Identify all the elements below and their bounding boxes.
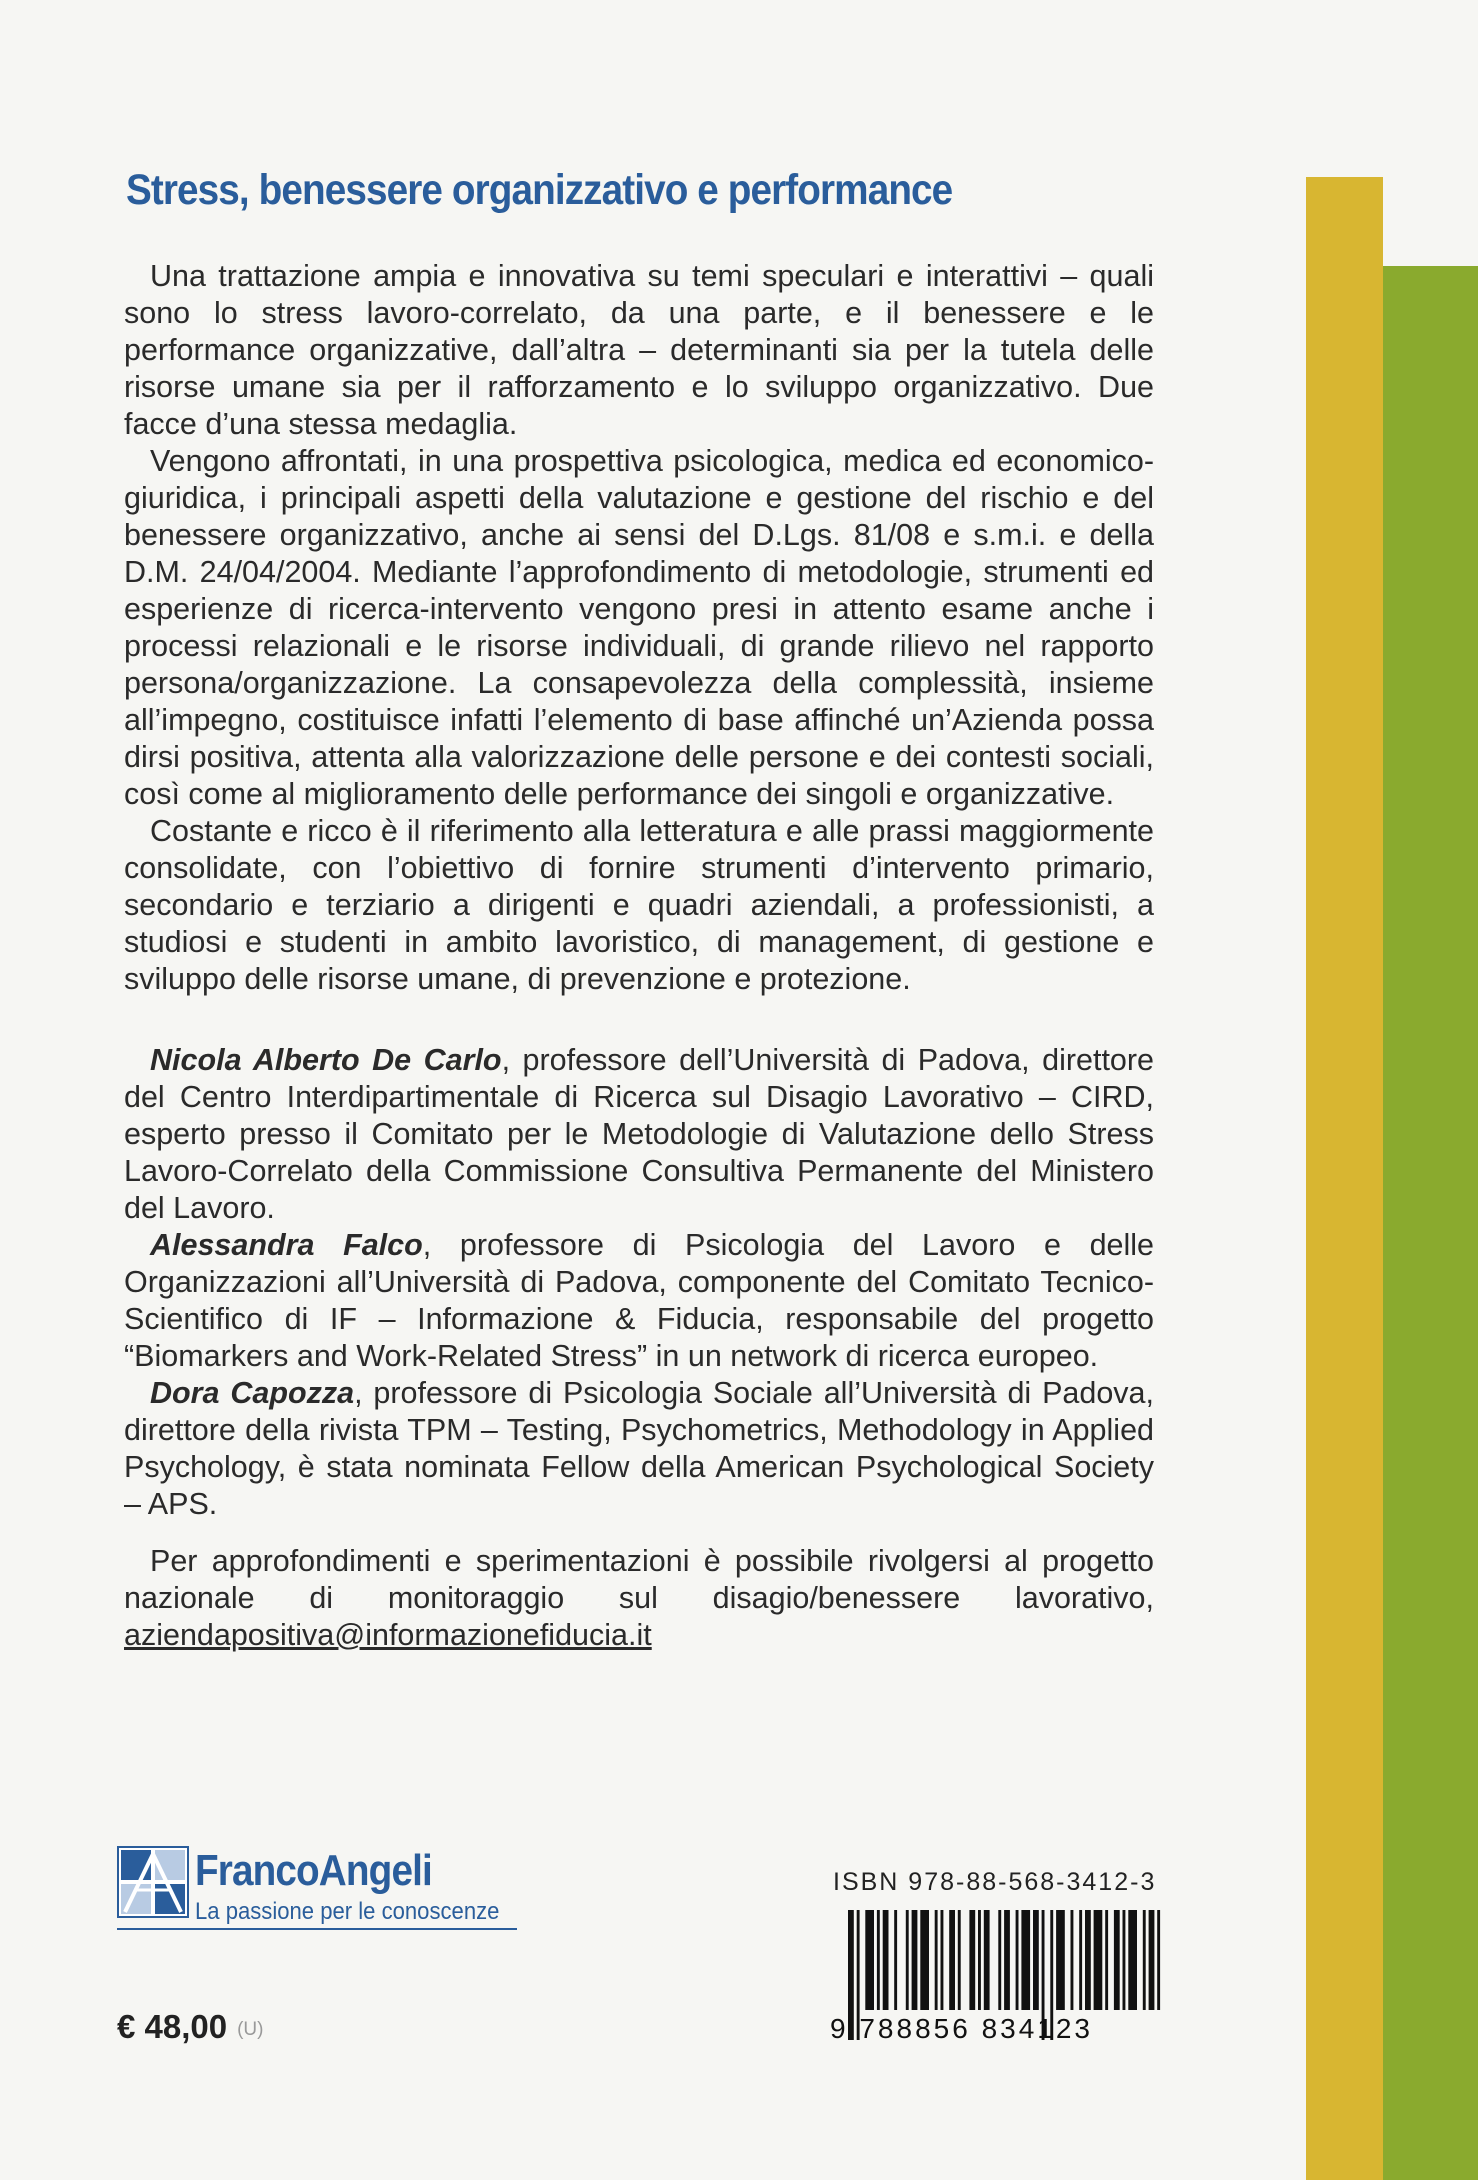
barcode-bar <box>920 1910 929 2010</box>
barcode-bar <box>998 1910 1001 2010</box>
description-paragraph-1: Una trattazione ampia e innovativa su temi speculari e interattivi – quali sono lo stress lavoro-correlato, da una parte, e il benessere e le performance organizzative, dall’altra – determinanti sia per la tutela delle risorse umane sia per il rafforzamento e lo sviluppo organizzativo. Due facce d’una stessa medaglia. <box>124 259 1154 441</box>
author-bio-text-2: , professore di Psicologia del Lavoro e delle Organizzazioni all’Università di Padova, componente del Comitato Tecnico-Scientifico di IF – Informazione & Fiducia, responsabile del progetto “Biomarkers and Work-Related Stress” in un network di ricerca europeo. <box>124 1228 1155 1373</box>
contact-text: Per approfondimenti e sperimentazioni è possibile rivolgersi al progetto nazionale di monitoraggio sul disagio/benessere lavorativo, <box>124 1544 1154 1615</box>
isbn-text: ISBN 978-88-568-3412-3 <box>833 1868 1157 1896</box>
barcode-bar <box>1094 1910 1103 2010</box>
barcode-bar <box>1123 1910 1126 2010</box>
barcode-bar <box>1033 1910 1039 2010</box>
publisher-logo-icon <box>117 1846 189 1918</box>
author-bio-1 <box>124 1042 1154 1227</box>
author-bio-text-3: , professore di Psicologia Sociale all’Università di Padova, direttore della rivista TPM – Testing, Psychometrics, Methodology in Applied Psychology, è stata nominata Fellow della American Psychological Society – APS. <box>124 1376 1154 1521</box>
barcode-bar <box>1143 1910 1146 2010</box>
barcode-bar <box>1105 1910 1108 2010</box>
author-bio-2 <box>124 1227 1154 1375</box>
author-name-2: Alessandra Falco <box>150 1228 423 1262</box>
author-name-3: Dora Capozza <box>150 1376 355 1410</box>
barcode-bar <box>894 1910 897 2010</box>
author-bio-text-1: , professore dell’Università di Padova, direttore del Centro Interdipartimentale di Ricerca sul Disagio Lavorativo – CIRD, esperto presso il Comitato per le Metodologie di Valutazione dello Stress Lavoro-Correlato della Commissione Consultiva Permanente del Ministero del Lavoro. <box>124 1043 1154 1225</box>
barcode-bar <box>958 1910 961 2010</box>
barcode-bar <box>1157 1910 1160 2010</box>
barcode-bar <box>1114 1910 1120 2010</box>
book-title: Stress, benessere organizzativo e performance <box>126 166 953 214</box>
barcode-bar <box>1021 1910 1030 2010</box>
barcode-bar <box>1056 1910 1065 2010</box>
barcode-bar <box>949 1910 955 2010</box>
publisher-logo <box>117 1846 517 1926</box>
barcode-bar <box>978 1910 981 2010</box>
barcode-bar <box>1004 1910 1010 2010</box>
author-name-1: Nicola Alberto De Carlo <box>150 1043 502 1077</box>
barcode-bar <box>1085 1910 1091 2010</box>
price-value: € 48,00 <box>117 2008 228 2045</box>
barcode-bar <box>912 1910 918 2010</box>
barcode-bar <box>984 1910 990 2010</box>
barcode-bar <box>1079 1910 1082 2010</box>
barcode-bar <box>1071 1910 1074 2010</box>
publisher-tagline: La passione per le conoscenze <box>195 1898 500 1925</box>
logo-underline <box>117 1928 517 1930</box>
description-paragraph-3: Costante e ricco è il riferimento alla letteratura e alle prassi maggiormente consolidate, con l’obiettivo di fornire strumenti d’intervento primario, secondario e terziario a dirigenti e quadri aziendali, a professionisti, a studiosi e studenti in ambito lavoristico, di management, di gestione e sviluppo delle risorse umane, di prevenzione e protezione. <box>124 814 1154 996</box>
barcode-bar <box>877 1910 880 2010</box>
publisher-name: FrancoAngeli <box>195 1846 432 1895</box>
price-code: (U) <box>237 2019 264 2040</box>
yellow-stripe <box>1306 177 1383 2180</box>
description-paragraph-2: Vengono affrontati, in una prospettiva psicologica, medica ed economico-giuridica, i principali aspetti della valutazione e gestione del rischio e del benessere organizzativo, anche ai sensi del D.Lgs. 81/08 e s.m.i. e della D.M. 24/04/2004. Mediante l’approfondimento di metodologie, strumenti ed esperienze di ricerca-intervento vengono presi in attento esame anche i processi relazionali e le risorse individuali, di grande rilievo nel rapporto persona/organizzazione. La consapevolezza della complessità, insieme all’impegno, costituisce infatti l’elemento di base affinché un’Azienda possa dirsi positiva, attenta alla valorizzazione delle persone e dei contesti sociali, così come al miglioramento delle performance dei singoli e organizzative. <box>124 444 1154 811</box>
back-cover-text <box>124 258 1154 1654</box>
barcode-bar <box>883 1910 889 2010</box>
price <box>117 2008 264 2046</box>
barcode-bar <box>1128 1910 1137 2010</box>
barcode-bar <box>969 1910 975 2010</box>
author-bio-3 <box>124 1375 1154 1523</box>
barcode-digits: 9 788856 834123 <box>830 2013 1093 2044</box>
barcode-bar <box>935 1910 938 2010</box>
contact-paragraph <box>124 1543 1154 1654</box>
barcode-bar <box>941 1910 944 2010</box>
barcode-bar <box>906 1910 909 2010</box>
barcode-bar <box>865 1910 874 2010</box>
barcode-bar <box>1016 1910 1019 2010</box>
green-stripe <box>1383 266 1478 2180</box>
barcode-bar <box>1149 1910 1155 2010</box>
contact-email-link[interactable]: aziendapositiva@informazionefiducia.it <box>124 1618 652 1652</box>
